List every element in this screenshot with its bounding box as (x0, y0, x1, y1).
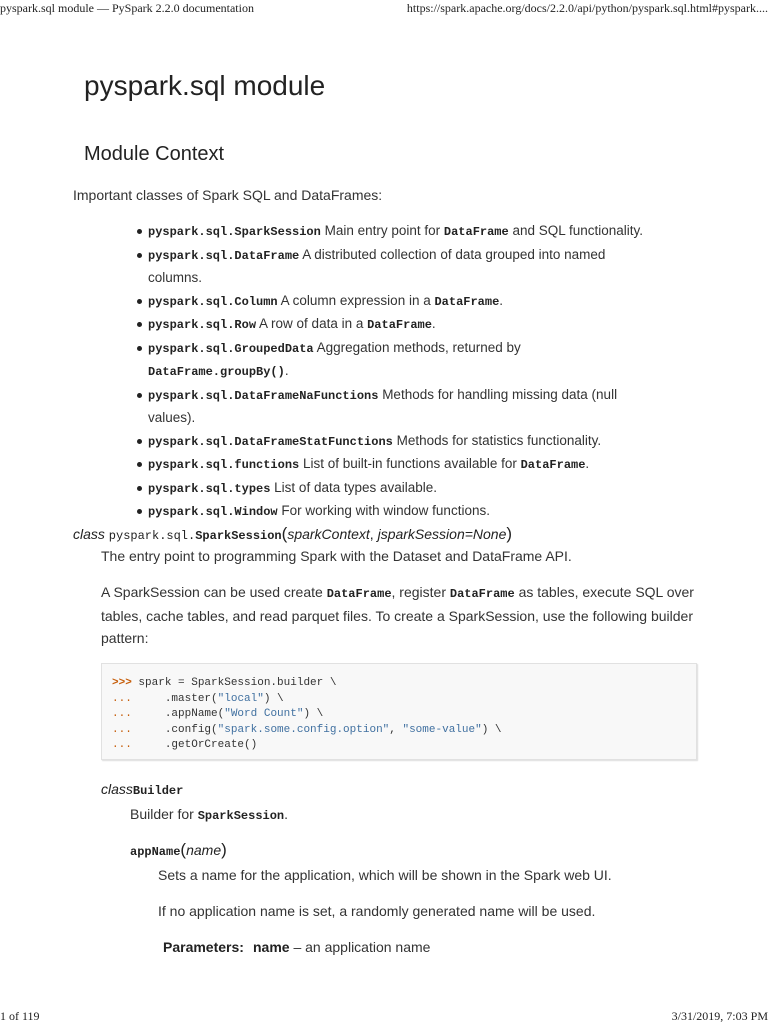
spark-session-usage: A SparkSession can be used create DataFrame, register DataFrame as tables, execute SQL over tables, cache tables, and read parquet files. To create a SparkSession, use the following builder pattern: (101, 584, 694, 646)
code-line: ... .master("local") \ (112, 692, 284, 705)
page-title: pyspark.sql module (84, 70, 326, 101)
class-keyword: class (73, 526, 105, 542)
code-line: ... .appName("Word Count") \ (112, 708, 324, 720)
list-item: pyspark.sql.DataFrame A distributed collection of data grouped into named columns. (148, 244, 658, 290)
class-link[interactable]: pyspark.sql.Window (148, 505, 278, 519)
param-name-label: name (253, 939, 290, 955)
section-title: Module Context (84, 143, 225, 165)
code-example[interactable] (101, 663, 697, 760)
appname-note: If no application name is set, a randomly generated name will be used. (158, 903, 596, 919)
class-link[interactable]: pyspark.sql.Column (148, 294, 278, 309)
builder-desc: Builder for SparkSession. (130, 806, 289, 823)
print-header (0, 0, 768, 16)
list-item: pyspark.sql.SparkSession Main entry point for DataFrame and SQL functionality. (148, 220, 658, 244)
spark-session-signature: class pyspark.sql.SparkSession(sparkContext, jsparkSession=None) (73, 524, 513, 543)
class-link[interactable]: pyspark.sql.Row (148, 318, 257, 332)
class-link[interactable]: pyspark.sql.DataFrameStatFunctions (148, 434, 393, 449)
class-link[interactable]: pyspark.sql.GroupedData (148, 341, 314, 356)
code-line: ... .getOrCreate() (112, 739, 258, 751)
print-header-url: https://spark.apache.org/docs/2.2.0/api/python/pyspark.sql.html#pyspark.... (406, 1, 768, 15)
appname-signature: appName(name) (130, 840, 227, 859)
code-line: ... .config("spark.some.config.option", "some-value") \ (112, 723, 502, 736)
list-item: pyspark.sql.Window For working with window functions. (148, 500, 658, 524)
spark-session-desc: The entry point to programming Spark with the Dataset and DataFrame API. (101, 548, 572, 564)
class-link[interactable]: pyspark.sql.types (148, 481, 271, 496)
class-link[interactable]: pyspark.sql.DataFrame (148, 248, 300, 263)
class-link[interactable]: pyspark.sql.SparkSession (148, 225, 321, 239)
list-item: pyspark.sql.functions List of built-in functions available for DataFrame. (148, 453, 658, 477)
class-name: SparkSession (195, 529, 282, 543)
class-list (148, 220, 658, 524)
class-link[interactable]: pyspark.sql.functions (148, 458, 300, 472)
page-counter: 1 of 119 (0, 1009, 40, 1023)
param-name: name (186, 842, 222, 858)
code-line: >>> spark = SparkSession.builder \ (112, 677, 337, 689)
builder-name: Builder (132, 784, 184, 798)
appname-desc: Sets a name for the application, which will be shown in the Spark web UI. (158, 867, 612, 883)
parameters-label: Parameters: (163, 939, 244, 955)
print-datetime: 3/31/2019, 7:03 PM (671, 1009, 768, 1023)
list-item: pyspark.sql.DataFrameStatFunctions Methods for statistics functionality. (148, 430, 658, 454)
class-prefix: pyspark.sql. (108, 529, 196, 543)
method-name: appName (130, 845, 181, 859)
class-keyword: class (101, 781, 133, 797)
class-link[interactable]: pyspark.sql.DataFrameNaFunctions (148, 388, 379, 403)
list-item: pyspark.sql.types List of data types available. (148, 477, 658, 501)
list-item: pyspark.sql.Column A column expression in a DataFrame. (148, 290, 658, 314)
print-footer (0, 1008, 768, 1024)
list-item: pyspark.sql.GroupedData Aggregation methods, returned by DataFrame.groupBy(). (148, 337, 658, 384)
list-item: pyspark.sql.DataFrameNaFunctions Methods for handling missing data (null values). (148, 384, 658, 430)
list-item: pyspark.sql.Row A row of data in a DataFrame. (148, 313, 658, 337)
param-spark-context: sparkContext (287, 526, 370, 542)
intro-text: Important classes of Spark SQL and DataFrames: (73, 187, 383, 203)
appname-parameters: Parameters: name – an application name (163, 939, 431, 955)
param-jspark-session: jsparkSession=None (377, 526, 507, 542)
print-header-title: pyspark.sql module — PySpark 2.2.0 documentation (0, 1, 254, 15)
builder-signature (101, 779, 183, 801)
